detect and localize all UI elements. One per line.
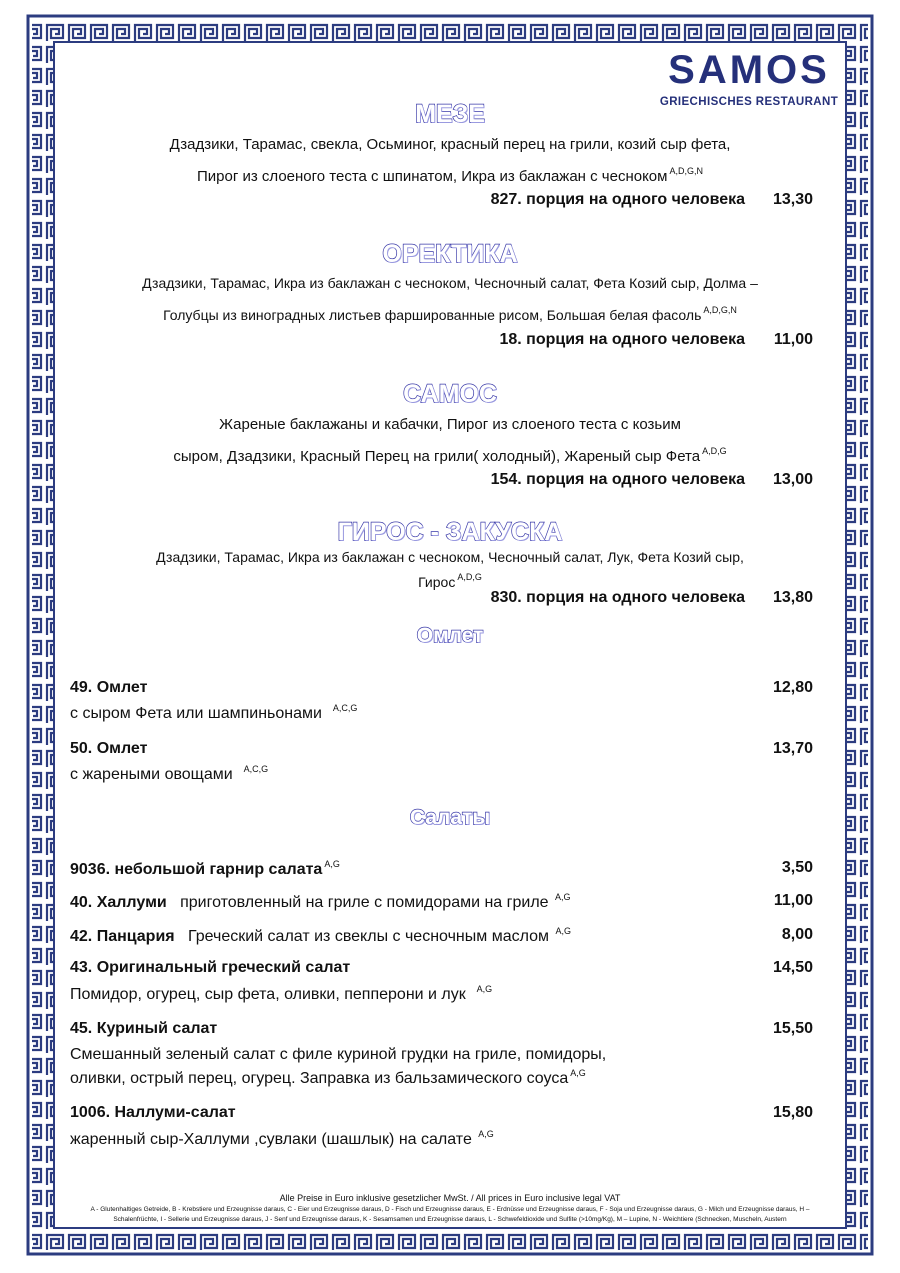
allergen-legend-line1: A - Glutenhaltiges Getreide, B - Krebstiere und Erzeugnisse daraus, C - Eier und Erzeugnisse daraus, D - Fisch und Erzeugnisse daraus, E - Erdnüsse und Erzeugnisse daraus, F - Soja und Erzeugnisse daraus, G - Milch und Erzeugnisse daraus, H – bbox=[90, 1206, 810, 1213]
menu-item-description: жаренный сыр-Халлуми ,сувлаки (шашлык) на салате $^{A,G}$ bbox=[70, 1129, 494, 1148]
menu-item-price: 14,50 bbox=[772, 959, 813, 976]
orektika-line2: Голубцы из виноградных листьев фаршированные рисом, Большая белая фасоль bbox=[163, 307, 702, 323]
section-title-samos: САМОС bbox=[403, 380, 497, 408]
menu-item-price: 13,70 bbox=[772, 740, 813, 757]
meze-portion: 827. порция на одного человека bbox=[490, 191, 745, 208]
allergen-codes: A,G bbox=[555, 926, 571, 936]
gyros-portion: 830. порция на одного человека bbox=[490, 589, 745, 606]
samos-line2: сыром, Дзадзики, Красный Перец на грили( холодный), Жареный сыр Фета bbox=[173, 448, 701, 465]
menu-item-name: 40. Халлуми приготовленный на гриле с помидорами на гриле $^{A,G}$ bbox=[70, 892, 571, 911]
gyros-price: 13,80 bbox=[772, 589, 813, 606]
allergen-codes: A,G bbox=[324, 859, 340, 869]
meze-allergens: A,D,G,N bbox=[669, 166, 703, 176]
menu-item-description: с сыром Фета или шампиньонами $^{A,C,G}$ bbox=[70, 703, 358, 722]
orektika-portion: 18. порция на одного человека bbox=[499, 331, 745, 348]
logo-title: SAMOS bbox=[668, 48, 830, 92]
allergen-codes: A,C,G bbox=[243, 764, 269, 774]
vat-notice: Alle Preise in Euro inklusive gesetzlicher MwSt. / All prices in Euro inclusive legal VAT bbox=[279, 1193, 621, 1203]
allergen-codes: A,G bbox=[570, 1068, 586, 1078]
allergen-codes: A,G bbox=[476, 984, 493, 994]
orektika-description bbox=[60, 270, 840, 329]
section-title-orektika: ОРЕКТИКА bbox=[382, 240, 518, 268]
menu-item-name: 49. Омлет bbox=[70, 679, 148, 696]
samos-description bbox=[60, 411, 840, 470]
menu-item-description: оливки, острый перец, огурец. Заправка из бальзамического соуса $^{A,G}$ bbox=[70, 1068, 586, 1087]
allergen-codes: A,G bbox=[478, 1129, 494, 1139]
meze-line2: Пирог из слоеного теста с шпинатом, Икра из баклажан с чесноком bbox=[197, 168, 668, 185]
menu-item-description: Смешанный зеленый салат с филе куриной грудки на гриле, помидоры, bbox=[70, 1046, 607, 1063]
samos-portion: 154. порция на одного человека bbox=[490, 471, 745, 488]
menu-item-price: 11,00 bbox=[773, 892, 813, 909]
gyros-description bbox=[60, 547, 840, 592]
menu-item-name: 42. Панцария Греческий салат из свеклы с чесночным маслом $^{A,G}$ bbox=[70, 926, 571, 945]
allergen-codes: A,C,G bbox=[332, 703, 358, 713]
menu-item-name: 50. Омлет bbox=[70, 740, 148, 757]
menu-item-description: с жареными овощами $^{A,C,G}$ bbox=[70, 764, 269, 783]
menu-item-name: 43. Оригинальный греческий салат bbox=[70, 959, 351, 976]
logo-subtitle: GRIECHISCHES RESTAURANT bbox=[659, 96, 839, 108]
gyros-line2: Гирос bbox=[418, 574, 456, 590]
meze-price: 13,30 bbox=[772, 191, 813, 208]
orektika-price: 11,00 bbox=[773, 331, 813, 348]
menu-item-price: 3,50 bbox=[781, 859, 813, 876]
menu-item-price: 15,50 bbox=[772, 1020, 813, 1037]
orektika-line1: Дзадзики, Тарамас, Икра из баклажан с чесноком, Чесночный салат, Фета Козий сыр, Долма – bbox=[142, 275, 758, 291]
menu-item-description: Помидор, огурец, сыр фета, оливки, пепперони и лук $^{A,G}$ bbox=[70, 984, 493, 1003]
menu-item-name: 1006. Наллуми-салат bbox=[70, 1104, 236, 1121]
menu-item-name: 45. Куриный салат bbox=[70, 1020, 218, 1037]
samos-allergens: A,D,G bbox=[702, 446, 727, 456]
menu-item-price: 12,80 bbox=[772, 679, 813, 696]
allergen-codes: A,G bbox=[555, 892, 571, 902]
menu-item-name: 9036. небольшой гарнир салата $^{A,G}$ bbox=[70, 859, 340, 878]
allergen-legend bbox=[75, 1205, 825, 1225]
section-title-salads: Салаты bbox=[409, 806, 491, 829]
section-title-meze: МЕЗЕ bbox=[415, 100, 485, 128]
meze-line1: Дзадзики, Тарамас, свекла, Осьминог, красный перец на грили, козий сыр фета, bbox=[169, 136, 731, 153]
section-title-gyros: ГИРОС - ЗАКУСКА bbox=[337, 518, 563, 546]
menu-item-price: 15,80 bbox=[772, 1104, 813, 1121]
section-title-omelet: Омлет bbox=[416, 624, 484, 647]
meze-description bbox=[60, 131, 840, 190]
orektika-allergens: A,D,G,N bbox=[703, 305, 737, 315]
gyros-line1: Дзадзики, Тарамас, Икра из баклажан с чесноком, Чесночный салат, Лук, Фета Козий сыр, bbox=[156, 549, 744, 565]
samos-price: 13,00 bbox=[772, 471, 813, 488]
gyros-allergens: A,D,G bbox=[457, 572, 482, 582]
menu-item-price: 8,00 bbox=[781, 926, 813, 943]
allergen-legend-line2: Schalenfrüchte, I - Sellerie und Erzeugnisse daraus, J - Senf und Erzeugnisse daraus, K - Sesamsamen und Erzeugnisse daraus, L - Schwefeldioxide und Sulfite (>10mg/Kg), M – Lupine, N - Weichtiere (Schnecken, Muscheln, Austern bbox=[113, 1216, 787, 1223]
samos-line1: Жареные баклажаны и кабачки, Пирог из слоеного теста с козьим bbox=[219, 416, 681, 433]
